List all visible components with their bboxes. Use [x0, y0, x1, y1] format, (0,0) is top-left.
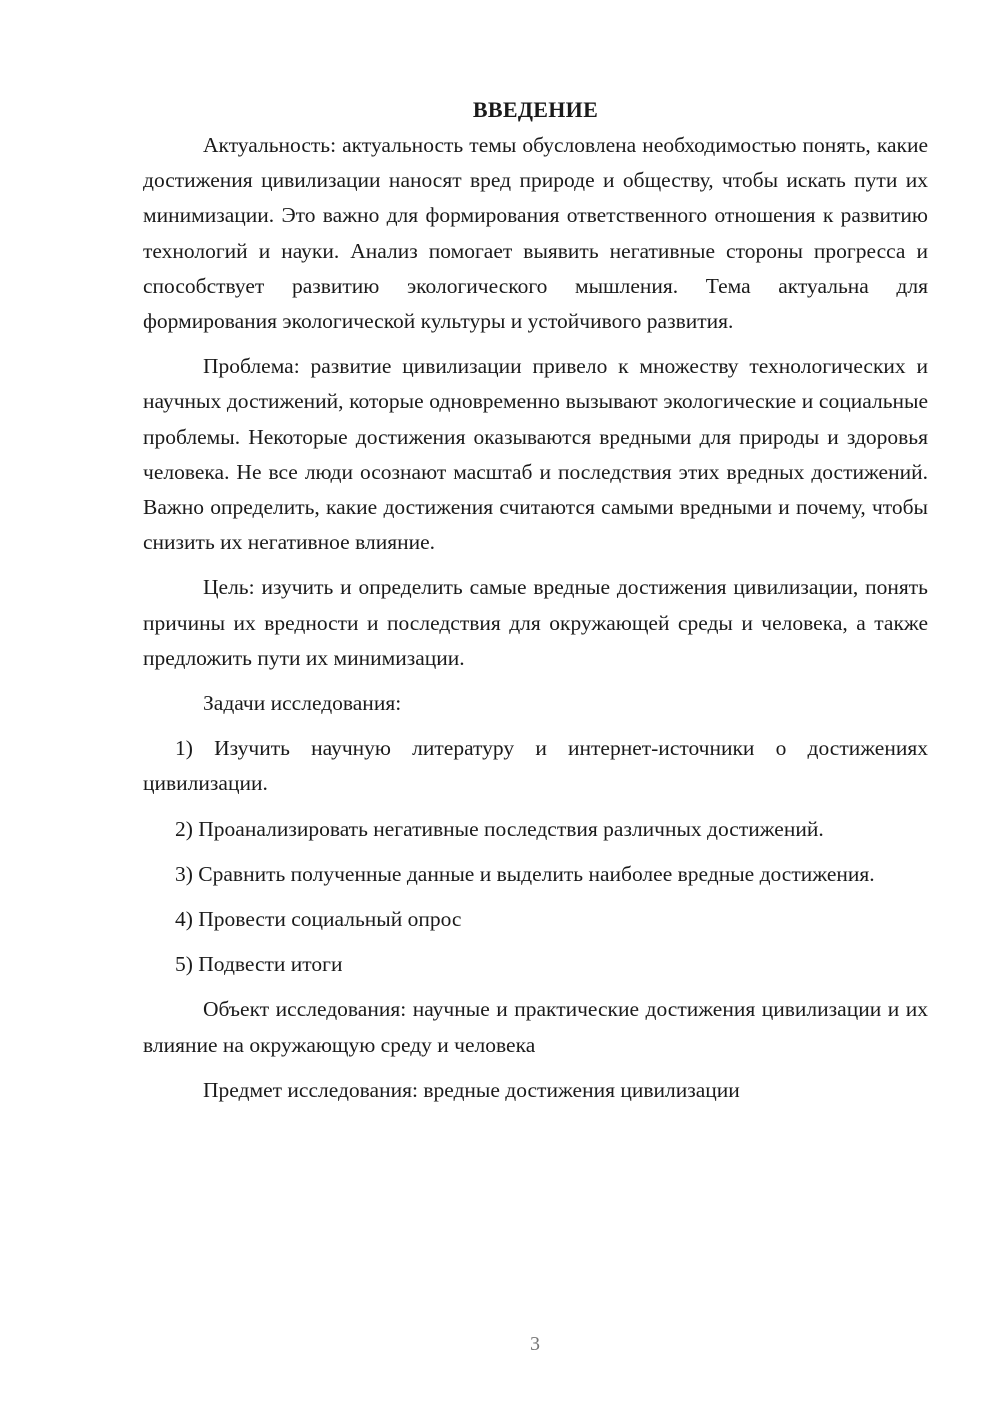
- subject-paragraph: Предмет исследования: вредные достижения цивилизации: [203, 1077, 740, 1102]
- task-item: 3) Сравнить полученные данные и выделить наиболее вредные достижения.: [175, 861, 875, 886]
- task-item: 1) Изучить научную литературу и интернет-источники о достижениях цивилизации.: [143, 736, 928, 796]
- task-item: 2) Проанализировать негативные последствия различных достижений.: [175, 816, 824, 841]
- page-content: [143, 92, 928, 1118]
- goal-paragraph: Цель: изучить и определить самые вредные достижения цивилизации, понять причины их вредности и последствия для окружающей среды и человека, а также предложить пути их минимизации.: [143, 575, 928, 670]
- relevance-paragraph: Актуальность: актуальность темы обусловлена необходимостью понять, какие достижения цивилизации наносят вред природе и обществу, чтобы искать пути их минимизации. Это важно для формирования ответственного отношения к развитию технологий и науки. Анализ помогает выявить негативные стороны прогресса и способствует развитию экологического мышления. Тема актуальна для формирования экологической культуры и устойчивого развития.: [143, 133, 928, 334]
- object-paragraph: Объект исследования: научные и практические достижения цивилизации и их влияние на окружающую среду и человека: [143, 997, 928, 1057]
- task-item: 5) Подвести итоги: [175, 952, 343, 977]
- task-item: 4) Провести социальный опрос: [175, 907, 462, 932]
- tasks-heading: Задачи исследования:: [203, 691, 402, 716]
- problem-paragraph: Проблема: развитие цивилизации привело к множеству технологических и научных достижений, которые одновременно вызывают экологические и социальные проблемы. Некоторые достижения оказываются вредными для природы и здоровья человека. Не все люди осознают масштаб и последствия этих вредных достижений. Важно определить, какие достижения считаются самыми вредными и почему, чтобы снизить их негативное влияние.: [143, 354, 928, 555]
- page-title: ВВЕДЕНИЕ: [472, 97, 599, 122]
- page-number: 3: [530, 1333, 540, 1355]
